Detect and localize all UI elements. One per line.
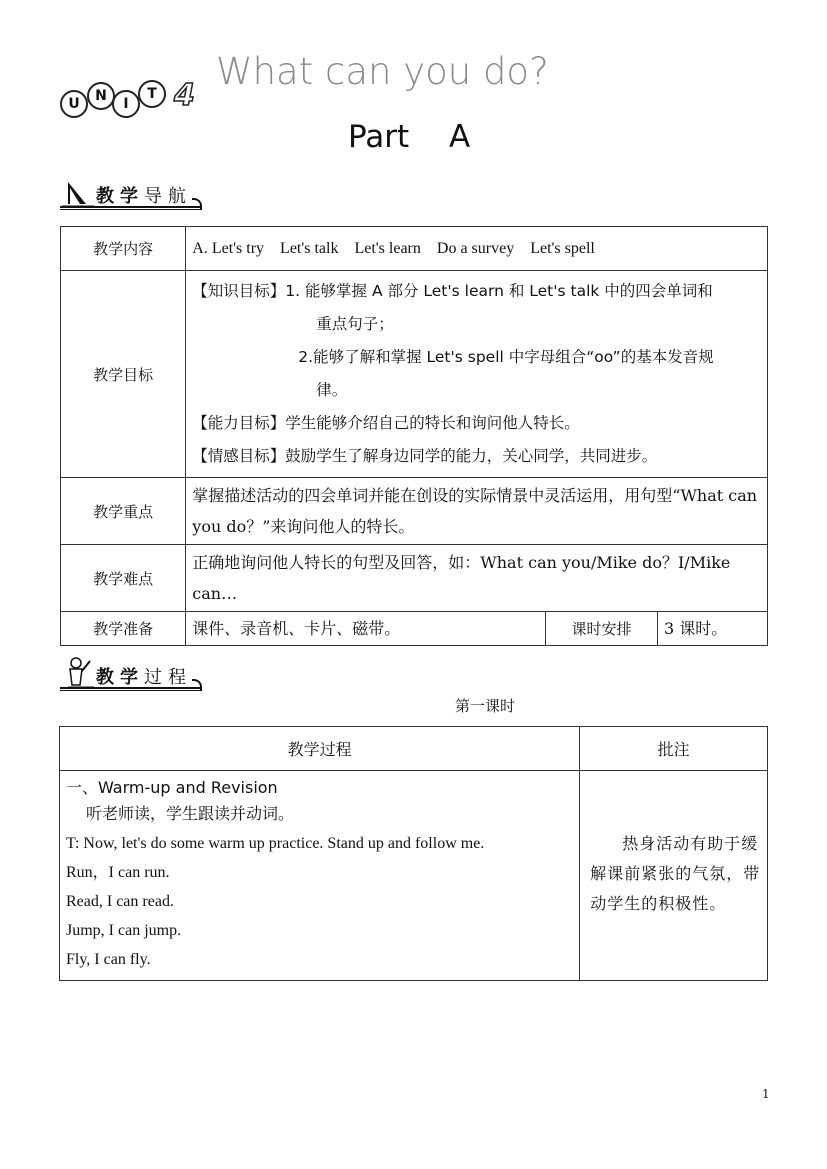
schedule-value: 3 课时。 — [658, 612, 768, 646]
goal-knowledge-2: 2.能够了解和掌握 Let's spell 中字母组合“oo”的基本发音规 — [298, 348, 714, 366]
difficult-label: 教学难点 — [61, 545, 186, 612]
lesson-period-title: 第一课时 — [455, 697, 516, 715]
note-cell: 热身活动有助于缓解课前紧张的气氛，带动学生的积极性。 — [580, 771, 768, 981]
section-title-bold: 教学 — [96, 186, 144, 207]
table-row — [61, 612, 768, 646]
key-value: 掌握描述活动的四会单词并能在创设的实际情景中灵活运用，用句型“What can you do？”来询问他人的特长。 — [186, 478, 768, 545]
lesson-title: What can you do? — [216, 50, 549, 93]
section-title-bold: 教学 — [96, 667, 144, 688]
key-label: 教学重点 — [61, 478, 186, 545]
col-process-header: 教学过程 — [60, 727, 580, 771]
process-line: T: Now, let's do some warm up practice. Stand up and follow me. — [66, 835, 485, 852]
table-row — [61, 227, 768, 271]
section-header-guide — [60, 180, 202, 210]
goals-label: 教学目标 — [61, 271, 186, 478]
goals-cell — [186, 271, 768, 478]
process-line: Fly, I can fly. — [66, 951, 151, 968]
difficult-value: 正确地询问他人特长的句型及回答，如：What can you/Mike do？I/Mike can… — [186, 545, 768, 612]
section-title-light: 导航 — [144, 186, 192, 207]
col-notes-header: 批注 — [580, 727, 768, 771]
content-value: A. Let's try Let's talk Let's learn Do a survey Let's spell — [186, 227, 768, 271]
unit-number: 4 — [174, 78, 195, 113]
goal-knowledge-2b: 律。 — [316, 381, 348, 399]
process-cell — [60, 771, 580, 981]
content-label: 教学内容 — [61, 227, 186, 271]
table-row — [60, 771, 768, 981]
table-row — [61, 478, 768, 545]
prep-value: 课件、录音机、卡片、磁带。 — [186, 612, 546, 646]
plan-table — [60, 226, 768, 646]
goal-knowledge-1: 【知识目标】1. 能够掌握 A 部分 Let's learn 和 Let's talk 中的四会单词和 — [192, 282, 713, 300]
prep-label: 教学准备 — [61, 612, 186, 646]
process-line: Run，I can run. — [66, 864, 170, 881]
pencil-figure-icon — [60, 655, 96, 691]
unit-letter-i: I — [112, 90, 140, 118]
process-line: Jump, I can jump. — [66, 922, 182, 939]
unit-letter-t: T — [138, 80, 166, 108]
table-header-row — [60, 727, 768, 771]
goal-emotion: 【情感目标】鼓励学生了解身边同学的能力，关心同学，共同进步。 — [192, 447, 658, 465]
unit-letter-n: N — [87, 82, 115, 110]
page-number: 1 — [762, 1087, 770, 1101]
step-title: 一、Warm-up and Revision — [66, 778, 278, 797]
goal-ability: 【能力目标】学生能够介绍自己的特长和询问他人特长。 — [192, 414, 580, 432]
process-line: 听老师读，学生跟读并动词。 — [86, 804, 295, 823]
unit-letter-u: U — [60, 90, 88, 118]
schedule-label: 课时安排 — [546, 612, 658, 646]
part-label: Part A — [348, 119, 471, 155]
section-header-process — [60, 661, 202, 691]
unit-badge — [60, 78, 200, 118]
section-title-light: 过程 — [144, 667, 192, 688]
process-line: Read, I can read. — [66, 893, 174, 910]
process-table — [59, 726, 768, 981]
goal-knowledge-1b: 重点句子； — [316, 315, 394, 333]
table-row — [61, 545, 768, 612]
table-row — [61, 271, 768, 478]
